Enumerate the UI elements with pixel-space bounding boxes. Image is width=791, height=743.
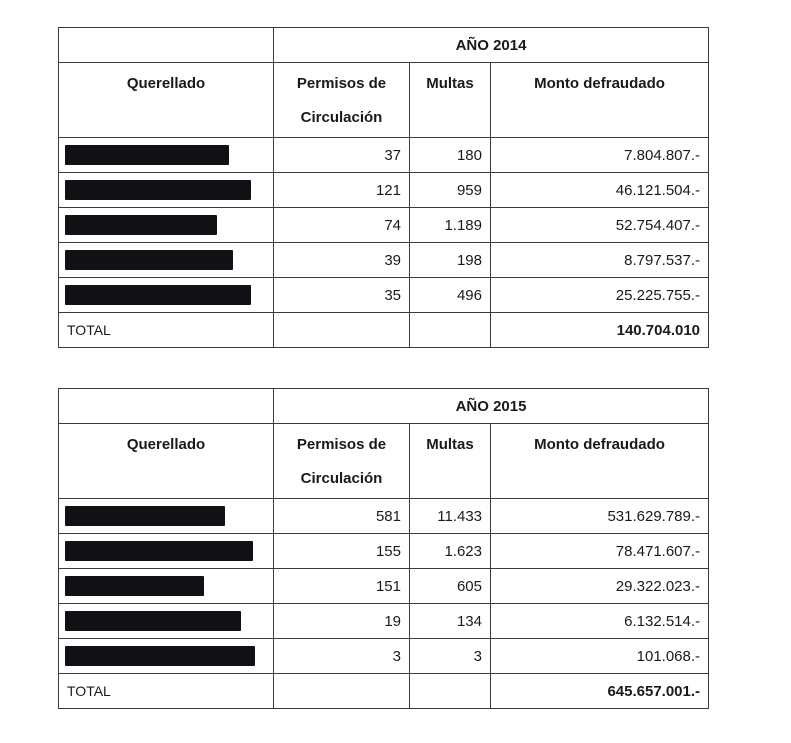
monto-cell: 7.804.807.- bbox=[491, 138, 709, 173]
table-row bbox=[59, 243, 709, 278]
header-querellado: Querellado bbox=[59, 63, 274, 138]
multas-cell: 959 bbox=[410, 173, 491, 208]
monto-cell: 46.121.504.- bbox=[491, 173, 709, 208]
empty-cell bbox=[410, 674, 491, 709]
monto-cell: 25.225.755.- bbox=[491, 278, 709, 313]
redaction-bar bbox=[65, 541, 253, 561]
year-header-row bbox=[59, 389, 709, 424]
monto-cell: 101.068.- bbox=[491, 639, 709, 674]
querellado-cell bbox=[59, 173, 274, 208]
permisos-cell: 155 bbox=[274, 534, 410, 569]
multas-cell: 198 bbox=[410, 243, 491, 278]
empty-cell bbox=[274, 313, 410, 348]
querellado-cell bbox=[59, 208, 274, 243]
permisos-cell: 581 bbox=[274, 499, 410, 534]
monto-cell: 29.322.023.- bbox=[491, 569, 709, 604]
multas-cell: 134 bbox=[410, 604, 491, 639]
monto-cell: 6.132.514.- bbox=[491, 604, 709, 639]
table-2014 bbox=[58, 27, 709, 348]
total-label: TOTAL bbox=[59, 313, 274, 348]
redaction-bar bbox=[65, 506, 225, 526]
permisos-cell: 39 bbox=[274, 243, 410, 278]
redaction-bar bbox=[65, 215, 217, 235]
permisos-cell: 121 bbox=[274, 173, 410, 208]
permisos-cell: 37 bbox=[274, 138, 410, 173]
year-label: AÑO 2015 bbox=[274, 389, 709, 424]
empty-corner-cell bbox=[59, 28, 274, 63]
querellado-cell bbox=[59, 138, 274, 173]
header-multas: Multas bbox=[410, 63, 491, 138]
redaction-bar bbox=[65, 611, 241, 631]
multas-cell: 3 bbox=[410, 639, 491, 674]
column-header-row bbox=[59, 63, 709, 138]
header-querellado: Querellado bbox=[59, 424, 274, 499]
table-row bbox=[59, 534, 709, 569]
table-row bbox=[59, 208, 709, 243]
redaction-bar bbox=[65, 576, 204, 596]
empty-cell bbox=[410, 313, 491, 348]
header-monto: Monto defraudado bbox=[491, 63, 709, 138]
total-value: 645.657.001.- bbox=[491, 674, 709, 709]
redaction-bar bbox=[65, 250, 233, 270]
empty-cell bbox=[274, 674, 410, 709]
table-row bbox=[59, 639, 709, 674]
redaction-bar bbox=[65, 180, 251, 200]
querellado-cell bbox=[59, 604, 274, 639]
header-multas: Multas bbox=[410, 424, 491, 499]
table-row bbox=[59, 173, 709, 208]
multas-cell: 1.189 bbox=[410, 208, 491, 243]
redaction-bar bbox=[65, 646, 255, 666]
multas-cell: 605 bbox=[410, 569, 491, 604]
multas-cell: 496 bbox=[410, 278, 491, 313]
permisos-cell: 35 bbox=[274, 278, 410, 313]
querellado-cell bbox=[59, 243, 274, 278]
querellado-cell bbox=[59, 278, 274, 313]
permisos-cell: 151 bbox=[274, 569, 410, 604]
empty-corner-cell bbox=[59, 389, 274, 424]
table-row bbox=[59, 499, 709, 534]
column-header-row bbox=[59, 424, 709, 499]
permisos-cell: 74 bbox=[274, 208, 410, 243]
querellado-cell bbox=[59, 639, 274, 674]
header-monto: Monto defraudado bbox=[491, 424, 709, 499]
monto-cell: 78.471.607.- bbox=[491, 534, 709, 569]
table-row bbox=[59, 604, 709, 639]
querellado-cell bbox=[59, 499, 274, 534]
monto-cell: 531.629.789.- bbox=[491, 499, 709, 534]
table-row bbox=[59, 569, 709, 604]
querellado-cell bbox=[59, 534, 274, 569]
total-label: TOTAL bbox=[59, 674, 274, 709]
permisos-cell: 3 bbox=[274, 639, 410, 674]
multas-cell: 11.433 bbox=[410, 499, 491, 534]
multas-cell: 1.623 bbox=[410, 534, 491, 569]
monto-cell: 52.754.407.- bbox=[491, 208, 709, 243]
redaction-bar bbox=[65, 145, 229, 165]
year-header-row bbox=[59, 28, 709, 63]
redaction-bar bbox=[65, 285, 251, 305]
table-row bbox=[59, 138, 709, 173]
multas-cell: 180 bbox=[410, 138, 491, 173]
monto-cell: 8.797.537.- bbox=[491, 243, 709, 278]
header-permisos: Permisos de Circulación bbox=[274, 63, 410, 138]
permisos-cell: 19 bbox=[274, 604, 410, 639]
querellado-cell bbox=[59, 569, 274, 604]
total-value: 140.704.010 bbox=[491, 313, 709, 348]
year-label: AÑO 2014 bbox=[274, 28, 709, 63]
header-permisos: Permisos de Circulación bbox=[274, 424, 410, 499]
table-2015 bbox=[58, 388, 709, 709]
table-row bbox=[59, 278, 709, 313]
total-row bbox=[59, 313, 709, 348]
total-row bbox=[59, 674, 709, 709]
